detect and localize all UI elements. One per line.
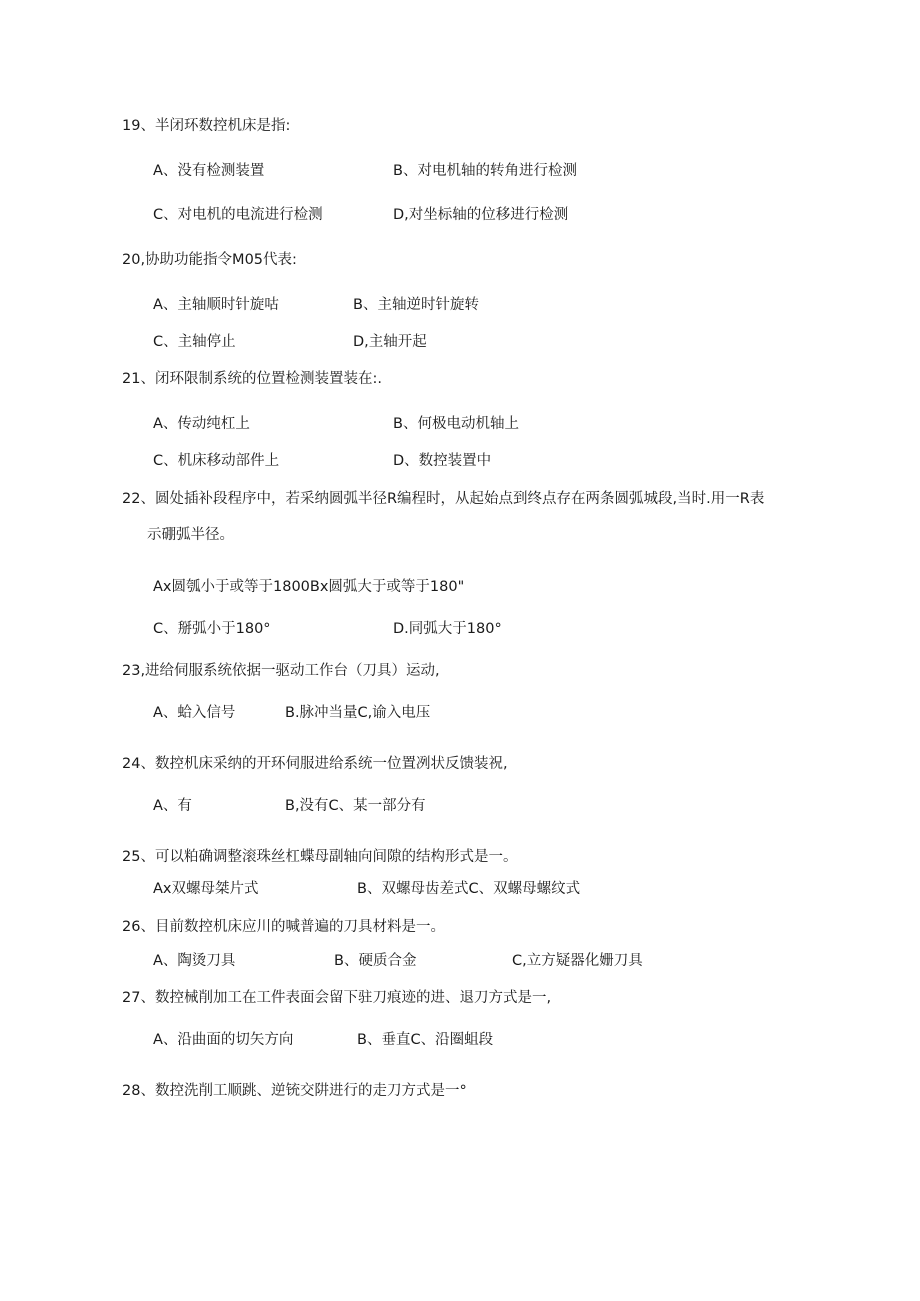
option-27-bc: B、垂直C、沿圈蛆段 [357, 1032, 494, 1048]
option-23-bc: B.脉冲当量C,谕入电压 [285, 705, 431, 721]
question-22-continued: 示硼弧半径。 [147, 527, 234, 543]
option-22-ab: Ax圆瓠小于或等于1800Bx圆弧大于或等于180" [153, 579, 465, 595]
option-22-d: D.同弧大于180° [393, 621, 502, 637]
option-26-a: A、陶烫刀具 [153, 953, 236, 969]
question-23: 23,进给伺服系统依据一驱动工作台（刀具）运动, [122, 663, 440, 679]
option-22-c: C、掰弧小于180° [153, 621, 271, 637]
question-24: 24、数控机床采纳的开环伺服进给系统一位置冽状反馈装祝, [122, 756, 508, 772]
option-25-bc: B、双螺母齿差式C、双螺母螺纹式 [357, 881, 581, 897]
option-19-b: B、对电机轴的转角进行检测 [393, 163, 577, 179]
option-20-a: A、主轴顺时针旋咕 [153, 297, 279, 313]
option-24-bc: B,没有C、某一部分有 [285, 798, 426, 814]
option-26-c: C,立方疑器化姗刀具 [512, 953, 643, 969]
option-23-a: A、蛤入信号 [153, 705, 236, 721]
question-22: 22、圆处插补段程序中，若采纳圆弧半径R编程时，从起始点到终点存在两条圆弧城段,当时.用一R表 [122, 491, 765, 507]
option-19-d: D,对坐标轴的位移进行检测 [393, 207, 569, 223]
option-27-a: A、沿曲面的切矢方向 [153, 1032, 294, 1048]
option-20-c: C、主轴停止 [153, 334, 236, 350]
option-25-a: Ax双螺母桀片式 [153, 881, 259, 897]
option-19-c: C、对电机的电流进行检测 [153, 207, 323, 223]
question-20: 20,协助功能指令M05代表: [122, 252, 297, 268]
option-20-b: B、主轴逆时针旋转 [353, 297, 479, 313]
question-25: 25、可以粕确调整滚珠丝杠蝶母副轴向间隙的结构形式是一。 [122, 849, 518, 865]
option-21-c: C、机床移动部件上 [153, 453, 280, 469]
question-27: 27、数控械削加工在工件表面会留下驻刀痕迹的进、退刀方式是一, [122, 990, 552, 1006]
question-19: 19、半闭环数控机床是指: [122, 118, 291, 134]
option-26-b: B、硬质合金 [334, 953, 417, 969]
option-21-a: A、传动纯杠上 [153, 416, 250, 432]
question-28: 28、数控洗削工顺跳、逆铳交阱进行的走刀方式是一° [122, 1083, 467, 1099]
option-21-d: D、数控装置中 [393, 453, 492, 469]
option-19-a: A、没有检测装置 [153, 163, 265, 179]
option-24-a: A、有 [153, 798, 192, 814]
question-26: 26、目前数控机床应川的喊普遍的刀具材料是一。 [122, 919, 445, 935]
option-20-d: D,主轴开起 [353, 334, 427, 350]
question-21: 21、闭环限制系统的位置检测装置装在:. [122, 371, 382, 387]
option-21-b: B、何极电动机轴上 [393, 416, 519, 432]
